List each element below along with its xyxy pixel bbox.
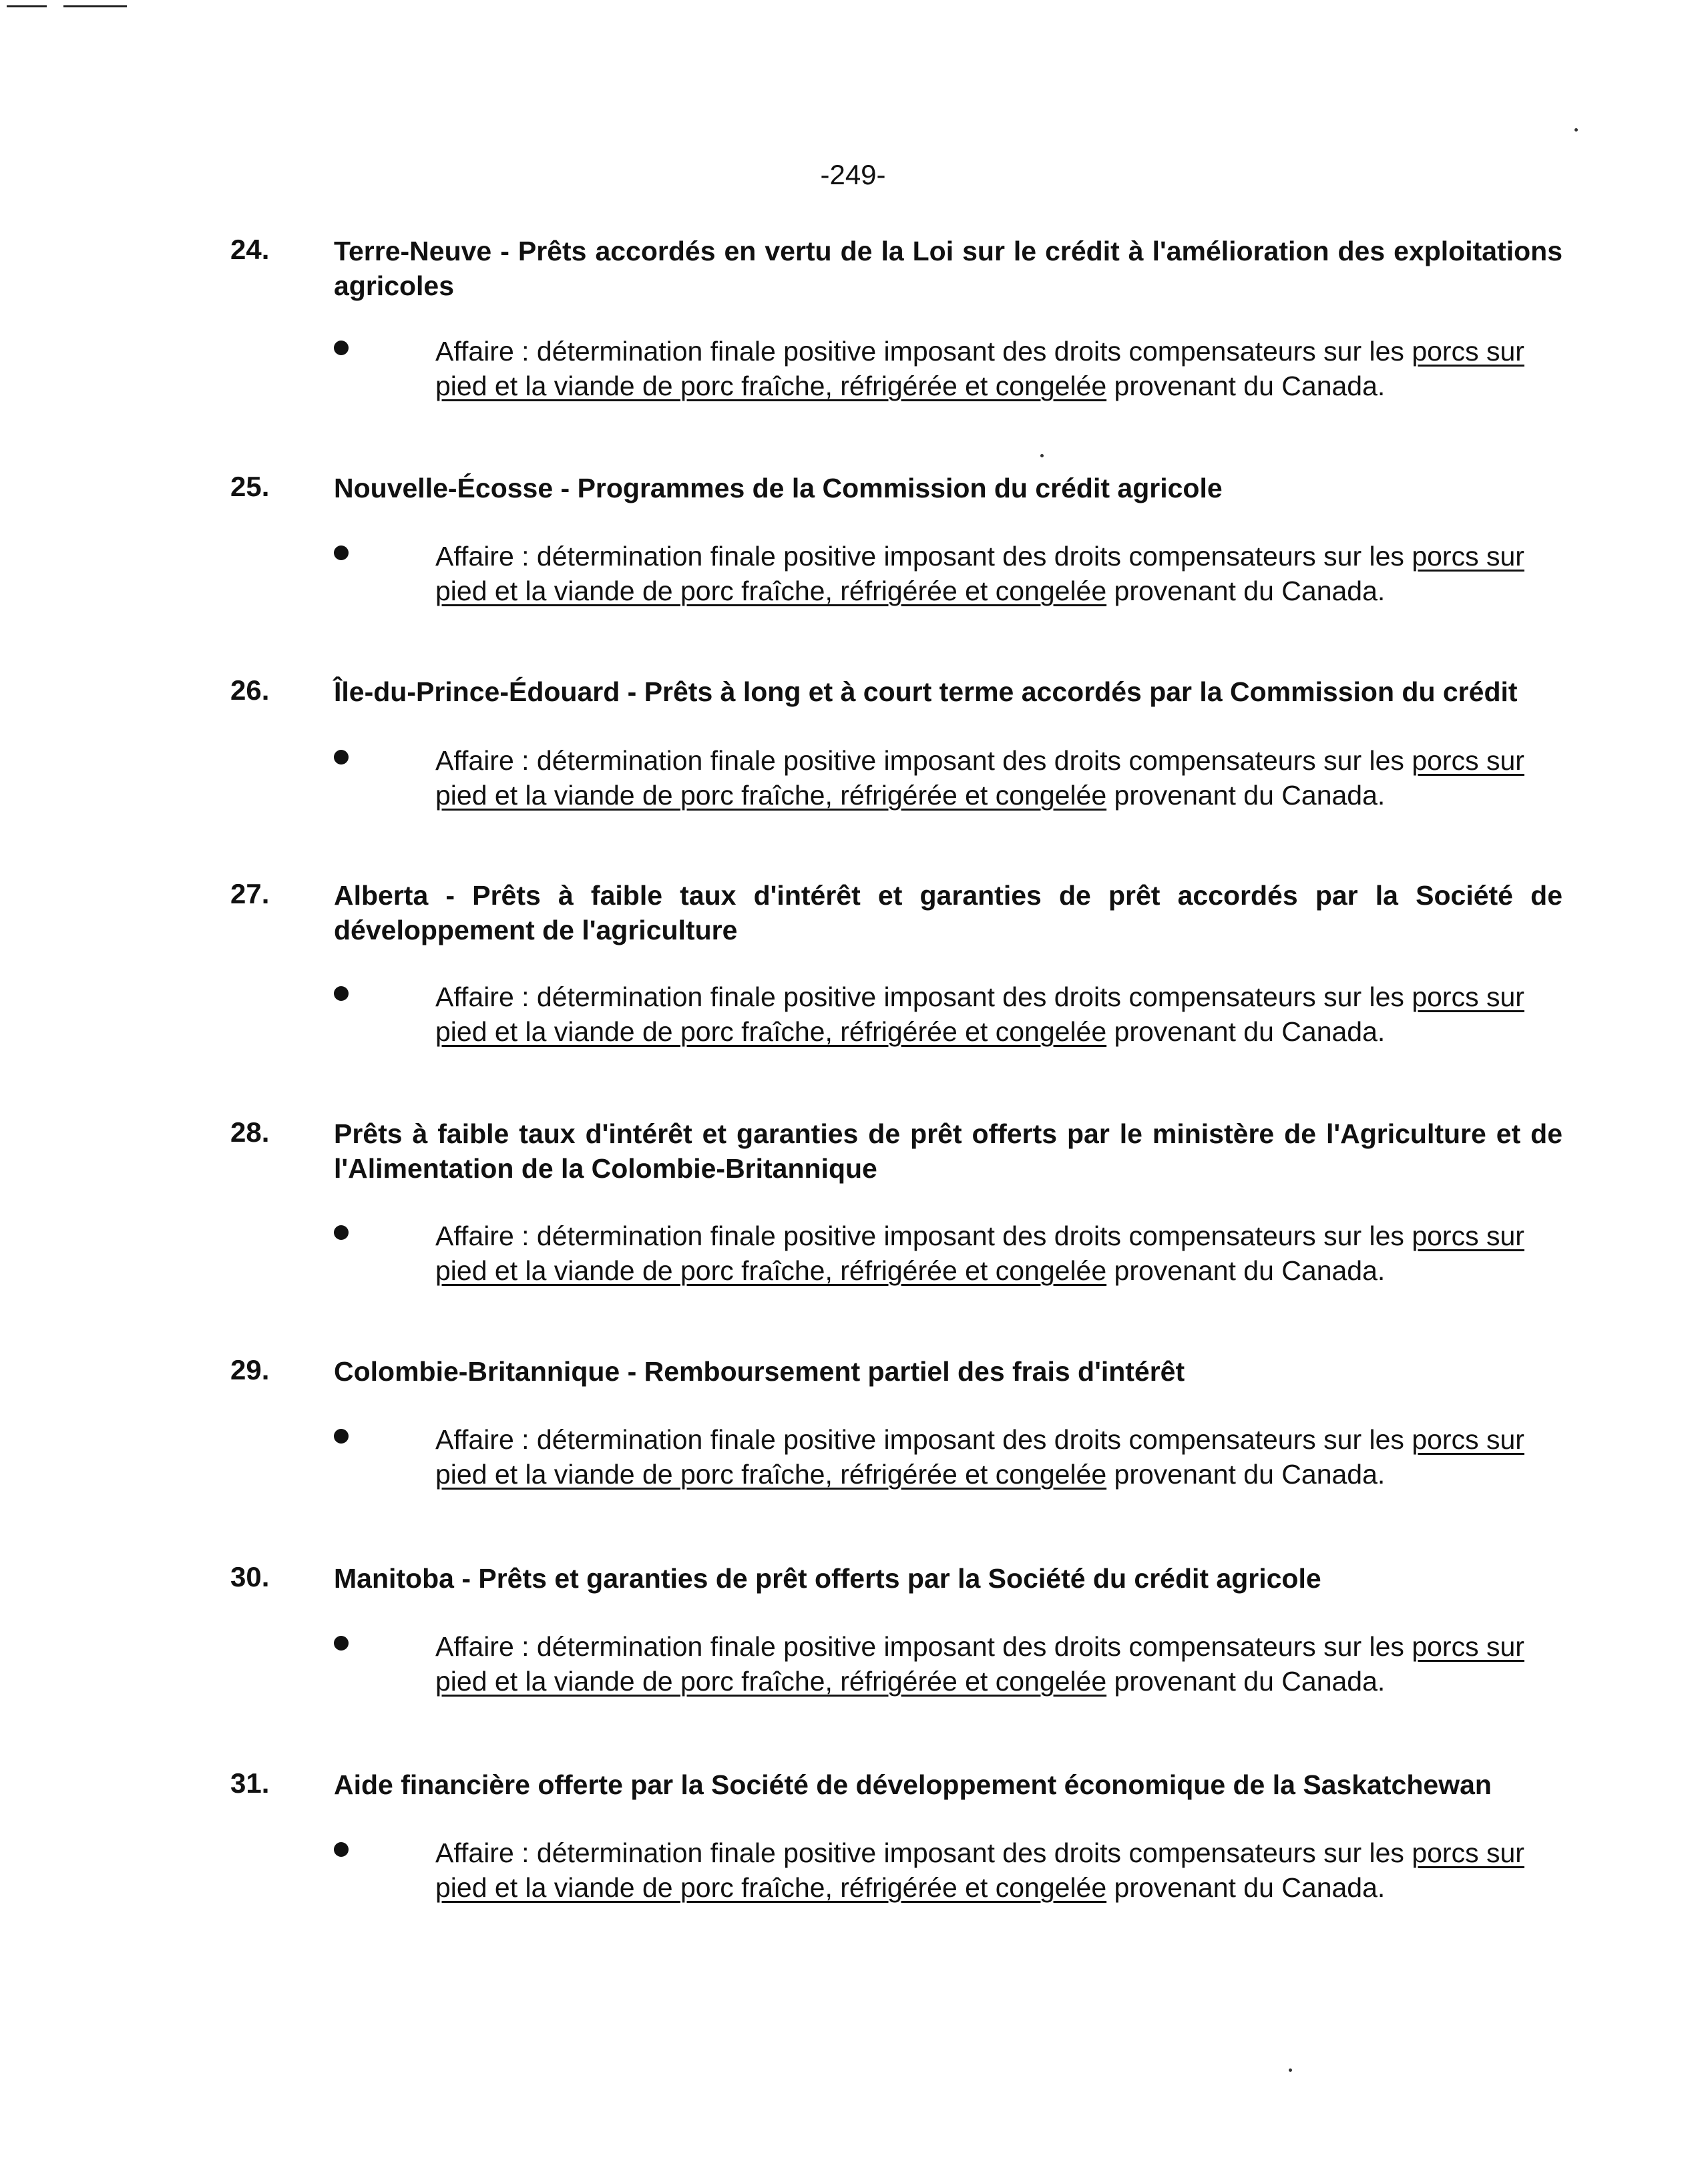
bullet-icon [334,750,349,765]
bullet-underlined-text: porcs sur pied et la viande de porc fraîche, réfrigérée et congelée [435,1631,1524,1697]
bullet-suffix: provenant du Canada. [1106,780,1386,811]
bullet-text [435,1219,1570,1288]
bullet-icon [334,1429,349,1444]
bullet-icon [334,1636,349,1651]
entry-title: Prêts à faible taux d'intérêt et garanties de prêt offerts par le ministère de l'Agriculture et de l'Alimentation de la Colombie-Britannique [334,1118,1562,1184]
entry-title: Manitoba - Prêts et garanties de prêt offerts par la Société du crédit agricole [334,1563,1321,1594]
entry-title: Nouvelle-Écosse - Programmes de la Commission du crédit agricole [334,473,1223,503]
bullet-text [435,334,1570,403]
bullet-underlined-text: porcs sur pied et la viande de porc fraîche, réfrigérée et congelée [435,745,1524,811]
bullet-prefix: Affaire : détermination finale positive imposant des droits compensateurs sur les [435,1837,1412,1868]
bullet-prefix: Affaire : détermination finale positive imposant des droits compensateurs sur les [435,541,1412,572]
bullet-underlined-text: porcs sur pied et la viande de porc fraîche, réfrigérée et congelée [435,541,1524,606]
bullet-text [435,979,1570,1049]
bullet-suffix: provenant du Canada. [1106,371,1386,401]
scan-artifact [7,5,47,7]
bullet-icon [334,545,349,560]
scan-speck [1040,454,1044,457]
bullet-suffix: provenant du Canada. [1106,1459,1386,1490]
bullet-underlined-text: porcs sur pied et la viande de porc fraîche, réfrigérée et congelée [435,1837,1524,1903]
scan-artifact [63,5,127,7]
entry-number: 24. [230,234,270,265]
bullet-icon [334,341,349,355]
entry-title: Colombie-Britannique - Remboursement partiel des frais d'intérêt [334,1356,1185,1387]
entry-title: Terre-Neuve - Prêts accordés en vertu de la Loi sur le crédit à l'amélioration des exploitations agricoles [334,236,1562,301]
bullet-text [435,539,1570,608]
entry-number: 25. [230,471,270,502]
scan-speck [1289,2068,1292,2072]
bullet-suffix: provenant du Canada. [1106,1666,1386,1697]
bullet-prefix: Affaire : détermination finale positive imposant des droits compensateurs sur les [435,1221,1412,1251]
entry-title: Aide financière offerte par la Société de développement économique de la Saskatchewan [334,1769,1492,1800]
entry-number: 31. [230,1767,270,1799]
entry-number: 29. [230,1354,270,1385]
entry-number: 26. [230,674,270,706]
bullet-underlined-text: porcs sur pied et la viande de porc fraîche, réfrigérée et congelée [435,1424,1524,1490]
bullet-text [435,1835,1570,1905]
entry-title: Alberta - Prêts à faible taux d'intérêt et garanties de prêt accordés par la Société de développement de l'agriculture [334,880,1562,945]
bullet-icon [334,1842,349,1857]
bullet-text [435,1422,1570,1492]
bullet-text [435,1629,1570,1699]
bullet-prefix: Affaire : détermination finale positive imposant des droits compensateurs sur les [435,1424,1412,1455]
bullet-text [435,743,1570,813]
scan-speck [1574,128,1578,132]
bullet-suffix: provenant du Canada. [1106,1255,1386,1286]
bullet-prefix: Affaire : détermination finale positive imposant des droits compensateurs sur les [435,981,1412,1012]
bullet-prefix: Affaire : détermination finale positive imposant des droits compensateurs sur les [435,336,1412,367]
entry-title: Île-du-Prince-Édouard - Prêts à long et à court terme accordés par la Commission du crédit [334,676,1518,707]
entry-number: 27. [230,878,270,909]
entry-number: 28. [230,1116,270,1148]
bullet-suffix: provenant du Canada. [1106,1016,1386,1047]
bullet-underlined-text: porcs sur pied et la viande de porc fraîche, réfrigérée et congelée [435,336,1524,401]
page-number: -249- [820,159,886,190]
bullet-prefix: Affaire : détermination finale positive imposant des droits compensateurs sur les [435,1631,1412,1662]
entry-number: 30. [230,1561,270,1592]
bullet-icon [334,986,349,1001]
bullet-underlined-text: porcs sur pied et la viande de porc fraîche, réfrigérée et congelée [435,1221,1524,1286]
bullet-suffix: provenant du Canada. [1106,1872,1386,1903]
bullet-underlined-text: porcs sur pied et la viande de porc fraîche, réfrigérée et congelée [435,981,1524,1047]
bullet-icon [334,1225,349,1240]
bullet-suffix: provenant du Canada. [1106,576,1386,606]
bullet-prefix: Affaire : détermination finale positive imposant des droits compensateurs sur les [435,745,1412,776]
